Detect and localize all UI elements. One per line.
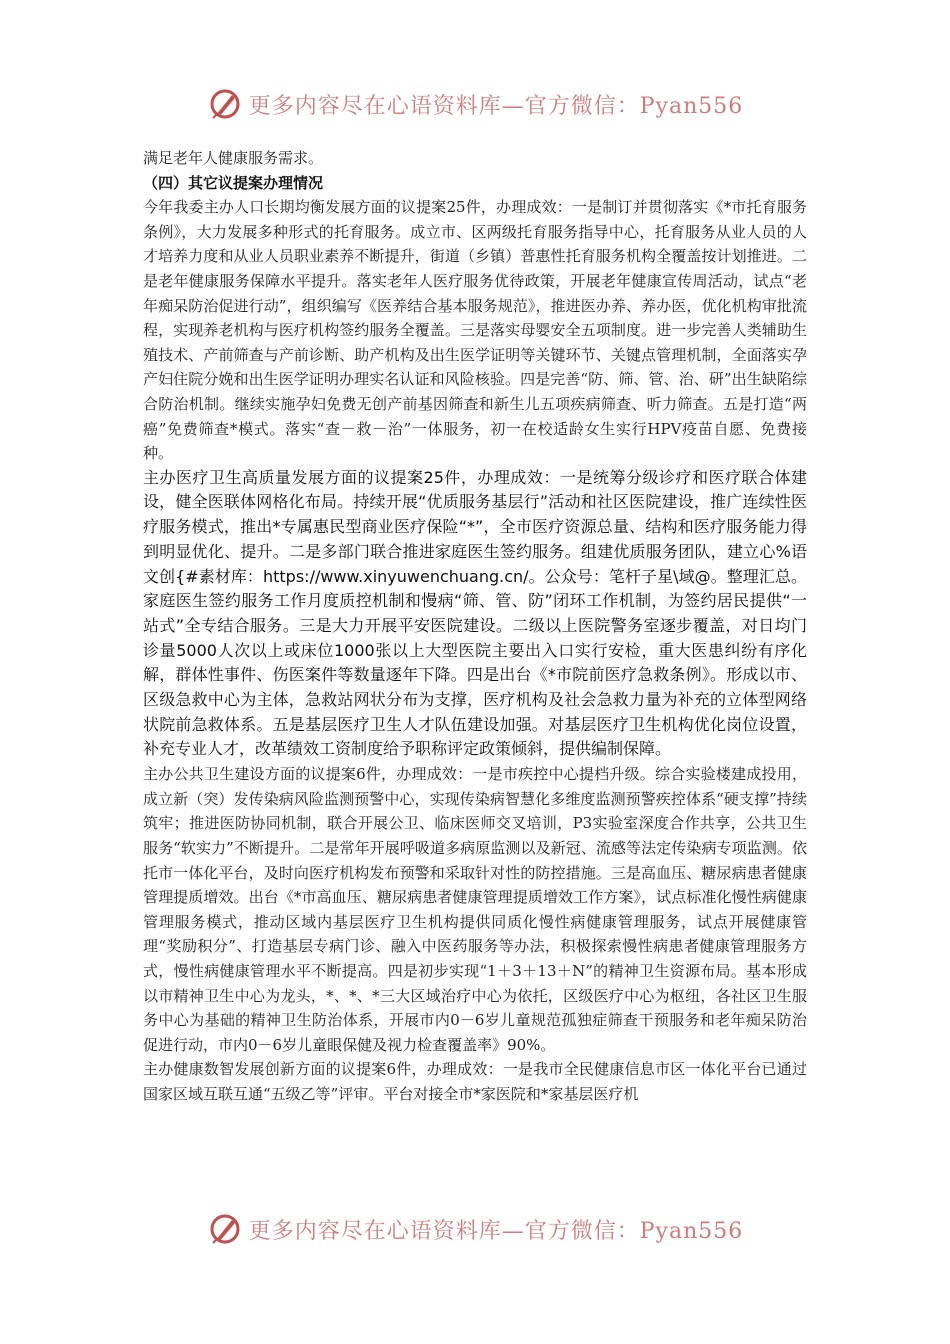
watermark-text: 更多内容尽在心语资料库—官方微信：Pyan556 — [248, 1218, 744, 1244]
intro-line: 满足老年人健康服务需求。 — [143, 149, 324, 167]
paragraph-public-health: 主办公共卫生建设方面的议提案6件，办理成效：一是市疾控中心提档升级。综合实验楼建成投用，成立新（突）发传染病风险监测预警中心，实现传染病智慧化多维度监测预警疾控体系“硬支撑”持续筑牢；推进医防协同机制，联合开展公卫、临床医师交叉培训，P3实验室深度合作共享，公共卫生服务“软实力”不断提升。二是常年开展呼吸道多病原监测以及新冠、流感等法定传染病专项监测。依托市一体化平台，及时向医疗机构发布预警和采取针对性的防控措施。三是高血压、糖尿病患者健康管理提质增效。出台《*市高血压、糖尿病患者健康管理提质增效工作方案》，试点标准化慢性病健康管理服务模式，推动区域内基层医疗卫生机构提供同质化慢性病健康管理服务，试点开展健康管理“奖励积分”、打造基层专病门诊、融入中医药服务等办法，积极探索慢性病患者健康管理服务方式，慢性病健康管理水平不断提高。四是初步实现“1＋3＋13＋N”的精神卫生资源布局。基本形成以市精神卫生中心为龙头，*、*、*三大区域治疗中心为依托，区级医疗中心为枢纽，各社区卫生服务中心为基础的精神卫生防治体系，开展市内0－6岁儿童规范孤独症筛查干预服务和老年痴呆防治促进行动，市内0－6岁儿童眼保健及视力检查覆盖率》90%。 — [143, 765, 807, 1054]
paragraph-medical: 主办医疗卫生高质量发展方面的议提案25件，办理成效：一是统筹分级诊疗和医疗联合体建设，健全医联体网格化布局。持续开展“优质服务基层行”活动和社区医院建设，推广连续性医疗服务模式，推出*专属惠民型商业医疗保险“*”，全市医疗资源总量、结构和医疗服务能力得到明显优化、提升。二是多部门联合推进家庭医生签约服务。组建优质服务团队，建立心%语文创{#素材库：https://www.xinyuwenchuang.cn/。公众号：笔杆子星\域@。整理汇总。家庭医生签约服务工作月度质控机制和慢病“筛、管、防”闭环工作机制，为签约居民提供“一站式”全专结合服务。三是大力开展平安医院建设。二级以上医院警务室逐步覆盖，对日均门诊量5000人次以上或床位1000张以上大型医院主要出入口实行安检，重大医患纠纷有序化解，群体性事件、伤医案件等数量逐年下降。四是出台《*市院前医疗急救条例》。形成以市、区级急救中心为主体，急救站网状分布为支撑，医疗机构及社会急救力量为补充的立体型网络状院前急救体系。五是基层医疗卫生人才队伍建设加强。对基层医疗卫生机构优化岗位设置，补充专业人才，改革绩效工资制度给予职称评定政策倾斜，提供编制保障。 — [143, 467, 807, 759]
pen-circle-logo — [207, 86, 243, 122]
watermark-text: 更多内容尽在心语资料库—官方微信：Pyan556 — [248, 93, 744, 119]
pen-circle-logo — [207, 1211, 243, 1247]
paragraph-population: 今年我委主办人口长期均衡发展方面的议提案25件，办理成效：一是制订并贯彻落实《*市托育服务条例》，大力发展多种形式的托育服务。成立市、区两级托育服务指导中心，托育服务从业人员的人才培养力度和从业人员职业素养不断提升，街道（乡镇）普惠性托育服务机构全覆盖按计划推进。二是老年健康服务保障水平提升。落实老年人医疗服务优待政策，开展老年健康宣传周活动，试点“老年痴呆防治促进行动”，组织编写《医养结合基本服务规范》，推进医办养、养办医，优化机构审批流程，实现养老机构与医疗机构签约服务全覆盖。三是落实母婴安全五项制度。进一步完善人类辅助生殖技术、产前筛查与产前诊断、助产机构及出生医学证明等关键环节、关键点管理机制，全面落实孕产妇住院分娩和出生医学证明办理实名认证和风险核验。四是完善“防、筛、管、治、研”出生缺陷综合防治机制。继续实施孕妇免费无创产前基因筛查和新生儿五项疾病筛查、听力筛查。五是打造“两癌”免费筛查*模式。落实“查－救－治”一体服务，初一在校适龄女生实行HPV疫苗自愿、免费接种。 — [143, 198, 807, 463]
watermark-banner-top — [0, 82, 950, 126]
document-body — [143, 146, 807, 1106]
paragraph-digital-health: 主办健康数智发展创新方面的议提案6件，办理成效：一是我市全民健康信息市区一体化平台已通过国家区域互联互通“五级乙等”评审。平台对接全市*家医院和*家基层医疗机 — [143, 1060, 807, 1103]
watermark-banner-bottom — [0, 1207, 950, 1251]
section-heading: （四）其它议提案办理情况 — [143, 173, 324, 192]
